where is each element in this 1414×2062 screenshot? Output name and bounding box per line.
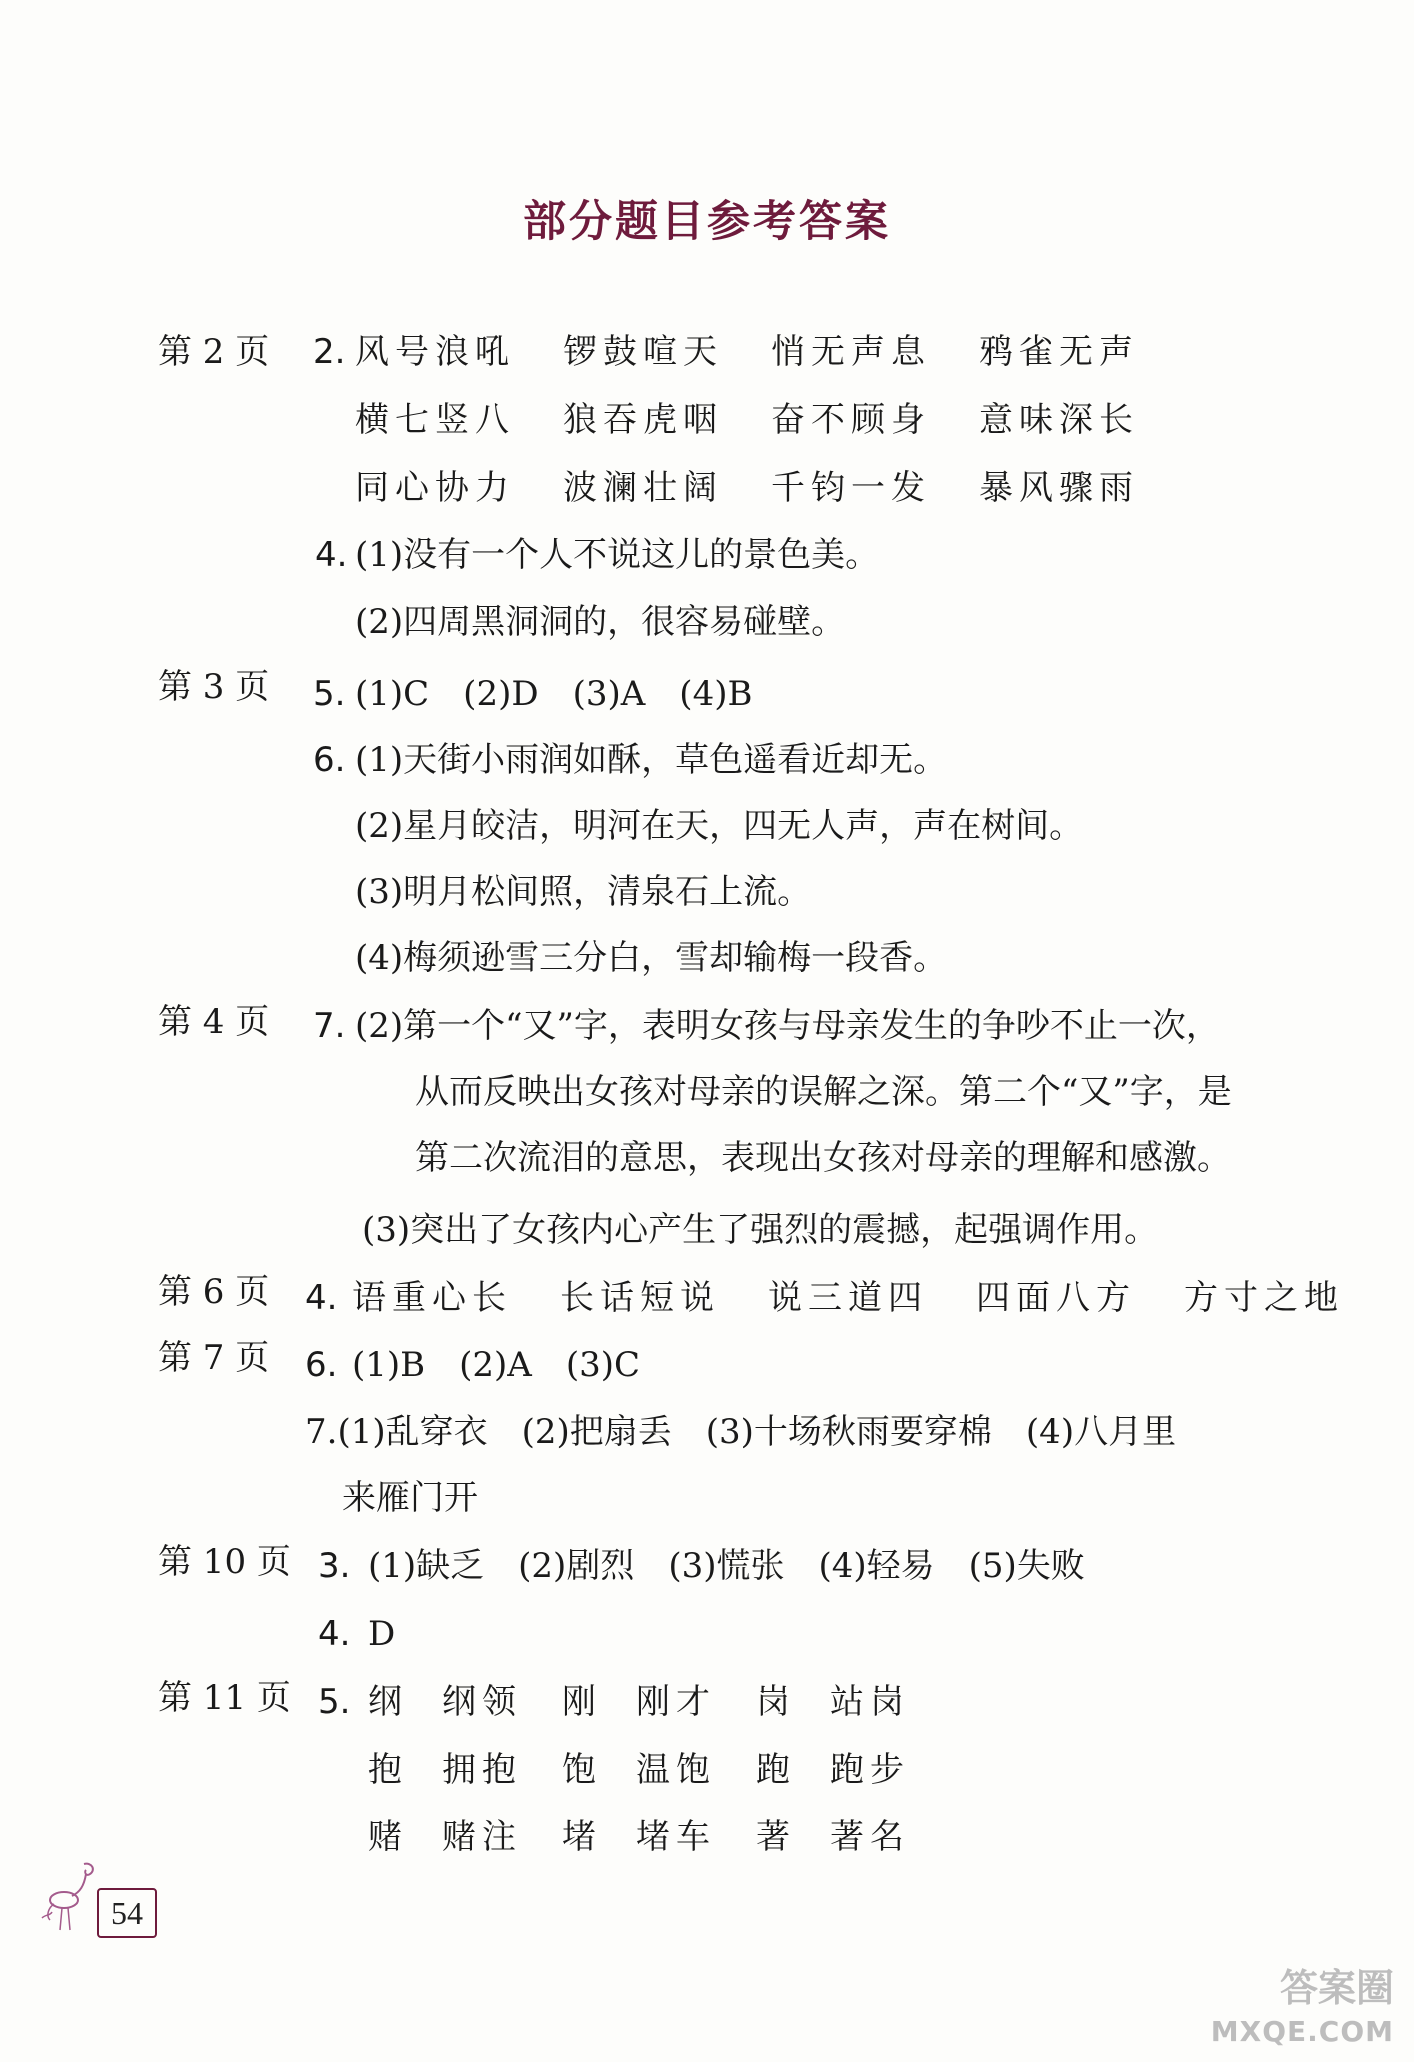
idiom-row-1 <box>355 330 1187 374</box>
char: 堵 <box>562 1817 602 1857</box>
word: 纲领 <box>442 1682 522 1722</box>
question-number: 5. <box>313 674 346 714</box>
idiom: 千钧一发 <box>771 468 931 508</box>
question-number: 2. <box>313 332 346 372</box>
question-number: 5. <box>318 1682 351 1722</box>
idiom: 锣鼓喧天 <box>563 332 723 372</box>
answer-line: (1)C (2)D (3)A (4)B <box>355 674 753 714</box>
answer-line: (2)星月皎洁，明河在天，四无人声，声在树间。 <box>355 806 1084 846</box>
answer-line: (2)四周黑洞洞的，很容易碰壁。 <box>355 602 846 642</box>
answer-line: (1)B (2)A (3)C <box>352 1345 641 1385</box>
word: 著名 <box>830 1817 910 1857</box>
char: 刚 <box>562 1682 602 1722</box>
answer-line: (3)明月松间照，清泉石上流。 <box>355 872 812 912</box>
question-number: 4. <box>318 1614 351 1654</box>
page-label-10: 第 10 页 <box>158 1542 291 1582</box>
char-row-1 <box>368 1680 950 1724</box>
idiom: 意味深长 <box>979 400 1139 440</box>
watermark-url: MXQE.COM <box>1210 2015 1394 2048</box>
page-label-11: 第 11 页 <box>158 1678 291 1718</box>
idiom: 说三道四 <box>768 1278 928 1318</box>
answer-line: 来雁门开 <box>342 1478 478 1518</box>
page-number: 54 <box>97 1888 157 1938</box>
idiom: 长话短说 <box>560 1278 720 1318</box>
word: 跑步 <box>830 1750 910 1790</box>
answer-line: (2)第一个“又”字，表明女孩与母亲发生的争吵不止一次， <box>355 1006 1220 1046</box>
char: 著 <box>756 1817 796 1857</box>
page-label-4: 第 4 页 <box>158 1002 270 1042</box>
idiom: 方寸之地 <box>1184 1278 1344 1318</box>
idiom: 奋不顾身 <box>771 400 931 440</box>
flamingo-icon <box>40 1858 98 1932</box>
answer-line: (1)天街小雨润如酥，草色遥看近却无。 <box>355 740 948 780</box>
idiom-row-3 <box>355 466 1187 510</box>
idiom: 悄无声息 <box>771 332 931 372</box>
idiom: 波澜壮阔 <box>563 468 723 508</box>
page-title: 部分题目参考答案 <box>523 197 891 247</box>
answer-line: (1)没有一个人不说这儿的景色美。 <box>355 535 880 575</box>
char: 饱 <box>562 1750 602 1790</box>
answer-line: 7.(1)乱穿衣 (2)把扇丢 (3)十场秋雨要穿棉 (4)八月里 <box>305 1412 1177 1452</box>
page-label-6: 第 6 页 <box>158 1272 270 1312</box>
idiom: 语重心长 <box>352 1278 512 1318</box>
word: 堵车 <box>636 1817 716 1857</box>
page-label-2: 第 2 页 <box>158 332 270 372</box>
answer-line: 第二次流泪的意思，表现出女孩对母亲的理解和感激。 <box>415 1138 1231 1178</box>
idiom-chain <box>352 1276 1392 1320</box>
char: 抱 <box>368 1750 408 1790</box>
char-row-3 <box>368 1815 950 1859</box>
idiom: 风号浪吼 <box>355 332 515 372</box>
char: 岗 <box>756 1682 796 1722</box>
idiom: 鸦雀无声 <box>979 332 1139 372</box>
idiom-row-2 <box>355 398 1187 442</box>
idiom: 同心协力 <box>355 468 515 508</box>
page-label-3: 第 3 页 <box>158 667 270 707</box>
question-number: 4. <box>305 1278 338 1318</box>
idiom: 四面八方 <box>976 1278 1136 1318</box>
question-number: 4. <box>315 535 348 575</box>
question-number: 6. <box>305 1345 338 1385</box>
word: 刚才 <box>636 1682 716 1722</box>
word: 拥抱 <box>442 1750 522 1790</box>
char-row-2 <box>368 1748 950 1792</box>
word: 站岗 <box>830 1682 910 1722</box>
answer-line: (1)缺乏 (2)剧烈 (3)慌张 (4)轻易 (5)失败 <box>368 1546 1085 1586</box>
answer-line: (4)梅须逊雪三分白，雪却输梅一段香。 <box>355 938 948 978</box>
char: 纲 <box>368 1682 408 1722</box>
question-number: 3. <box>318 1546 351 1586</box>
word: 温饱 <box>636 1750 716 1790</box>
answer-line: (3)突出了女孩内心产生了强烈的震撼，起强调作用。 <box>362 1210 1159 1250</box>
word: 赌注 <box>442 1817 522 1857</box>
answer-line: D <box>368 1614 396 1654</box>
answer-line: 从而反映出女孩对母亲的误解之深。第二个“又”字，是 <box>415 1072 1232 1112</box>
idiom: 狼吞虎咽 <box>563 400 723 440</box>
page-label-7: 第 7 页 <box>158 1338 270 1378</box>
char: 赌 <box>368 1817 408 1857</box>
watermark <box>1211 1966 1394 2054</box>
watermark-text: 答案圈 <box>1279 1966 1394 2010</box>
question-number: 6. <box>313 740 346 780</box>
idiom: 横七竖八 <box>355 400 515 440</box>
char: 跑 <box>756 1750 796 1790</box>
idiom: 暴风骤雨 <box>979 468 1139 508</box>
question-number: 7. <box>313 1006 346 1046</box>
